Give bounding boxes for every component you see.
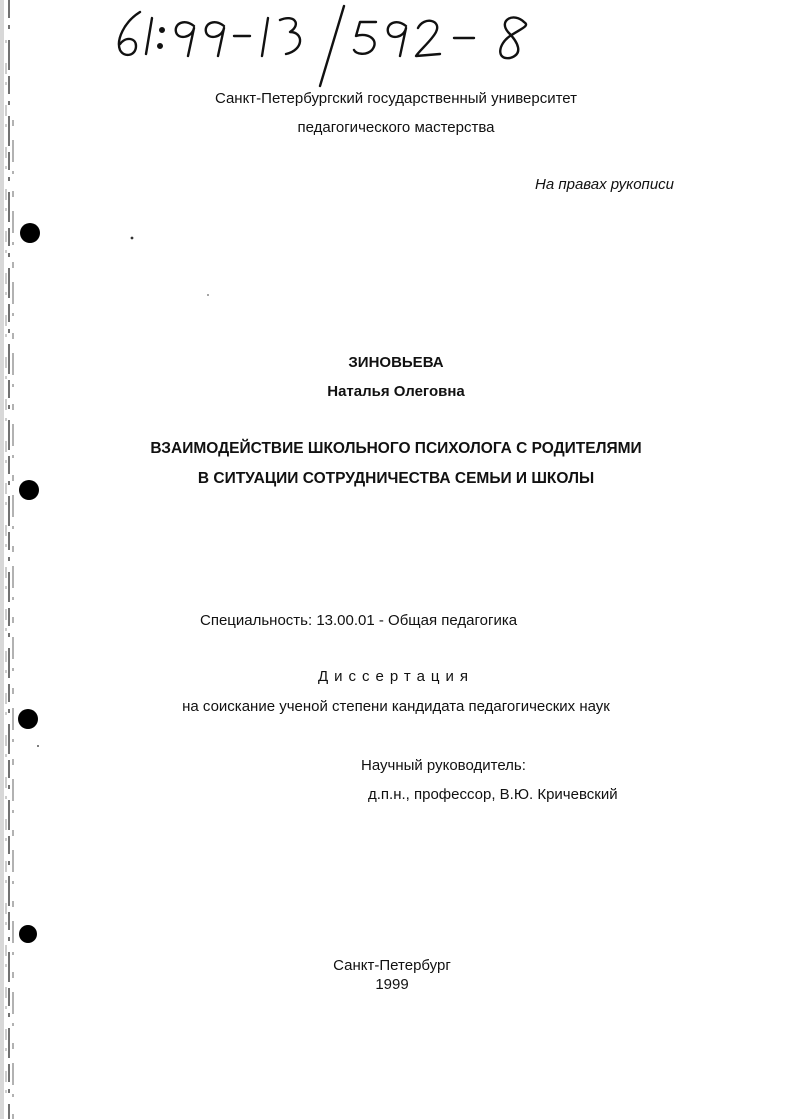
degree-purpose: на соискание ученой степени кандидата педагогических наук xyxy=(182,698,610,715)
supervisor-label: Научный руководитель: xyxy=(361,757,526,774)
specialty: Специальность: 13.00.01 - Общая педагогика xyxy=(200,612,518,629)
year: 1999 xyxy=(375,976,409,993)
city: Санкт-Петербург xyxy=(333,957,451,974)
manuscript-rights-note: На правах рукописи xyxy=(535,176,674,193)
handwritten-archive-number xyxy=(100,0,580,90)
author-surname: ЗИНОВЬЕВА xyxy=(348,354,444,371)
dissertation-title-line-2: В СИТУАЦИИ СОТРУДНИЧЕСТВА СЕМЬИ И ШКОЛЫ xyxy=(197,470,595,487)
binding-edge-scan-artifact xyxy=(0,0,40,1119)
supervisor-name: д.п.н., профессор, В.Ю. Кричевский xyxy=(368,786,618,803)
university-name: Санкт-Петербургский государственный университет xyxy=(214,90,578,107)
dissertation-label: Диссертация xyxy=(317,668,475,685)
author-given-names: Наталья Олеговна xyxy=(327,383,465,400)
university-name-continued: педагогического мастерства xyxy=(297,119,495,136)
punch-hole-4 xyxy=(19,925,37,943)
dissertation-title-line-1: ВЗАИМОДЕЙСТВИЕ ШКОЛЬНОГО ПСИХОЛОГА С РОДИТЕЛЯМИ xyxy=(150,440,642,457)
punch-hole-1 xyxy=(20,223,40,243)
